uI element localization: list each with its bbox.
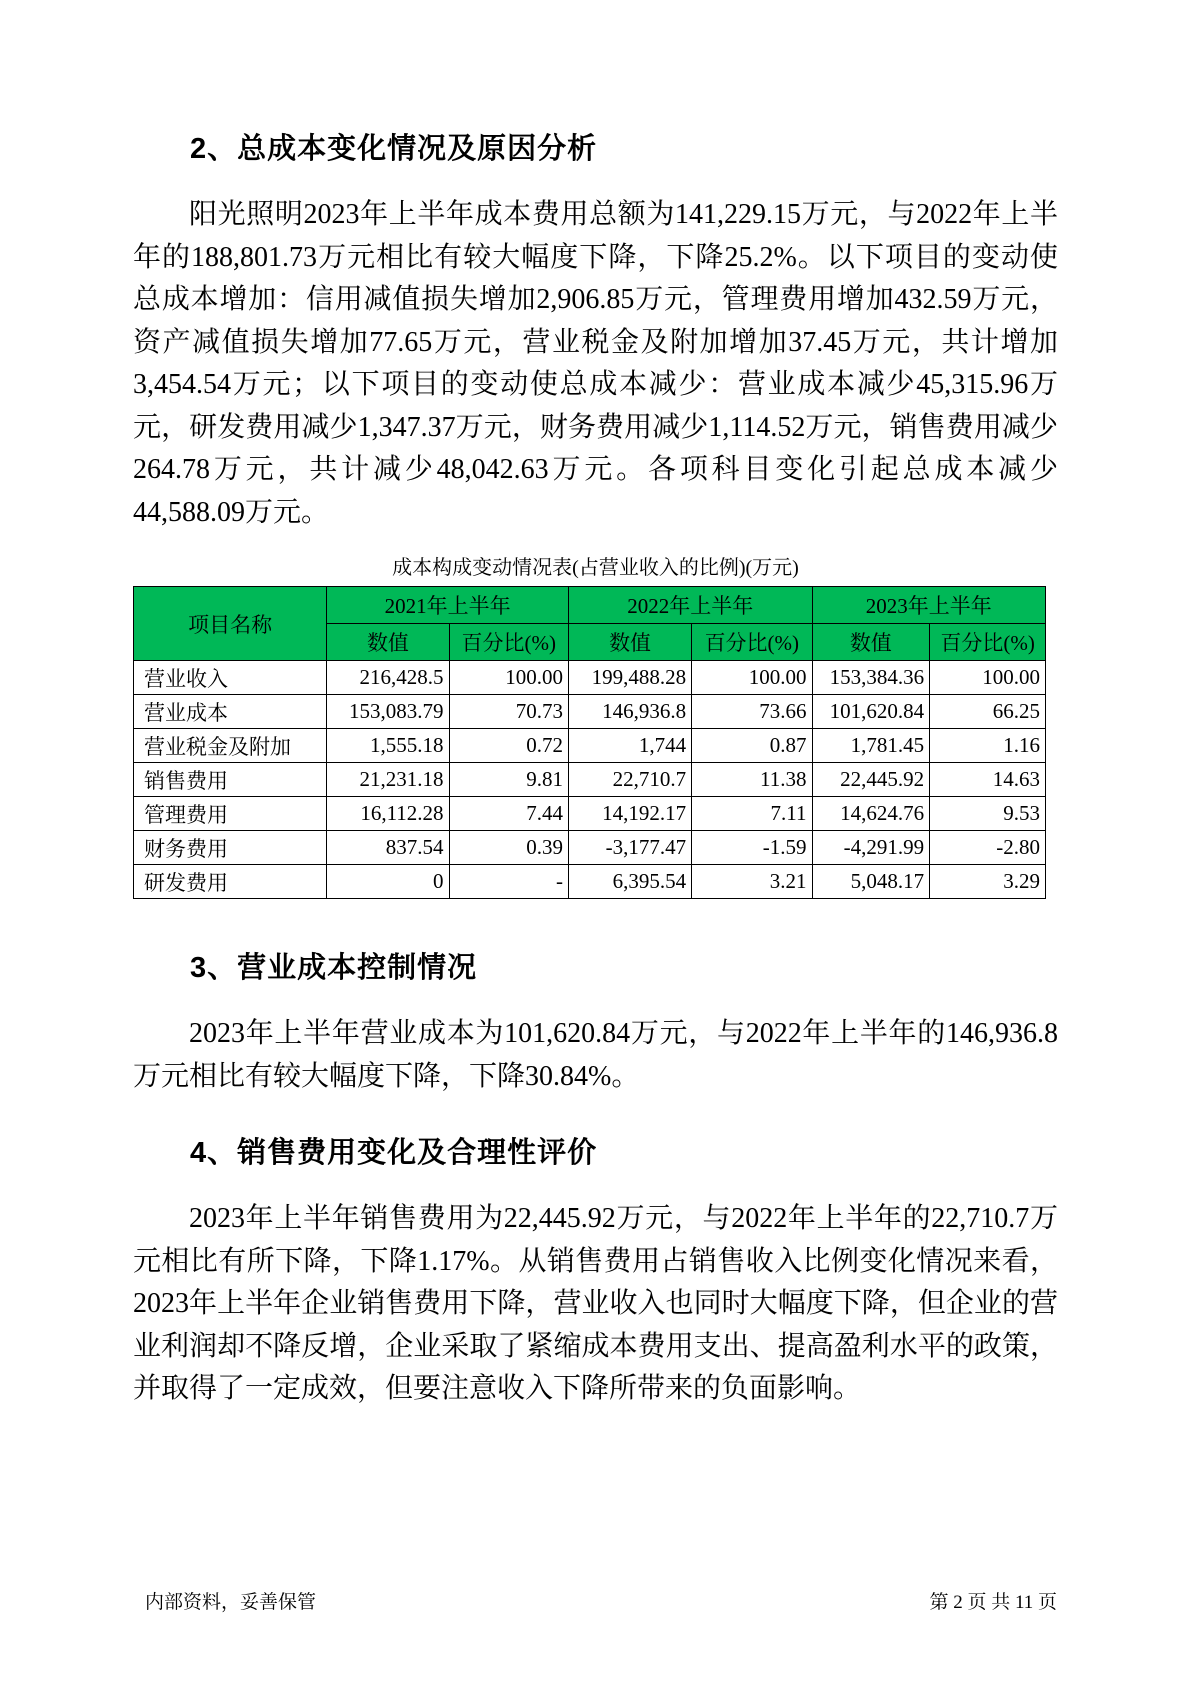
row-label: 管理费用 [134,797,327,831]
section-selling-expense-evaluation [133,1134,1058,1411]
cell-value: 66.25 [930,695,1046,729]
cell-value: 0.72 [449,729,568,763]
cell-value: 9.81 [449,763,568,797]
subheader-value-2023: 数值 [812,624,930,661]
cell-value: 16,112.28 [327,797,449,831]
table-row [134,865,1046,899]
cell-value: 70.73 [449,695,568,729]
row-label: 营业成本 [134,695,327,729]
column-header-2022: 2022年上半年 [569,587,812,624]
cell-value: 837.54 [327,831,449,865]
cell-value: 22,445.92 [812,763,930,797]
table-row [134,797,1046,831]
cell-value: 216,428.5 [327,661,449,695]
cell-value: 14,624.76 [812,797,930,831]
cell-value: 153,083.79 [327,695,449,729]
cell-value: 73.66 [692,695,812,729]
cell-value: 199,488.28 [569,661,692,695]
cell-value: 0.39 [449,831,568,865]
table-row [134,695,1046,729]
cell-value: 100.00 [930,661,1046,695]
cell-value: -3,177.47 [569,831,692,865]
cell-value: 3.29 [930,865,1046,899]
table-title: 成本构成变动情况表(占营业收入的比例)(万元) [392,557,799,579]
table-row [134,729,1046,763]
subheader-percent-2023: 百分比(%) [930,624,1046,661]
column-header-2023: 2023年上半年 [812,587,1046,624]
cell-value: 11.38 [692,763,812,797]
cell-value: 6,395.54 [569,865,692,899]
cell-value: 22,710.7 [569,763,692,797]
column-header-2021: 2021年上半年 [327,587,569,624]
cell-value: 1.16 [930,729,1046,763]
page-footer [145,1590,1057,1616]
table-header [134,587,1046,661]
cell-value: 7.11 [692,797,812,831]
cell-value: 7.44 [449,797,568,831]
table-row [134,763,1046,797]
cell-value: - [449,865,568,899]
table-row [134,661,1046,695]
cell-value: 21,231.18 [327,763,449,797]
cell-value: 1,555.18 [327,729,449,763]
cell-value: 100.00 [449,661,568,695]
cell-value: 5,048.17 [812,865,930,899]
section-total-cost [133,130,1058,534]
section-4-paragraph: 2023年上半年销售费用为22,445.92万元，与2022年上半年的22,710.7万元相比有所下降，下降1.17%。从销售费用占销售收入比例变化情况来看，2023年上半年企业销售费用下降，营业收入也同时大幅度下降，但企业的营业利润却不降反增，企业采取了紧缩成本费用支出、提高盈利水平的政策，并取得了一定成效，但要注意收入下降所带来的负面影响。 [133,1203,1058,1404]
row-label: 营业税金及附加 [134,729,327,763]
cell-value: 14,192.17 [569,797,692,831]
row-label: 研发费用 [134,865,327,899]
cell-value: -4,291.99 [812,831,930,865]
section-2-heading: 2、总成本变化情况及原因分析 [190,133,598,165]
subheader-value-2021: 数值 [327,624,449,661]
column-header-item-name: 项目名称 [134,587,327,661]
cell-value: 153,384.36 [812,661,930,695]
section-3-heading: 3、营业成本控制情况 [190,952,478,984]
row-label: 营业收入 [134,661,327,695]
section-3-paragraph: 2023年上半年营业成本为101,620.84万元，与2022年上半年的146,936.8万元相比有较大幅度下降，下降30.84%。 [133,1018,1058,1092]
subheader-value-2022: 数值 [569,624,692,661]
row-label: 销售费用 [134,763,327,797]
cell-value: 0.87 [692,729,812,763]
cell-value: -1.59 [692,831,812,865]
cell-value: 9.53 [930,797,1046,831]
cell-value: 101,620.84 [812,695,930,729]
cell-value: 100.00 [692,661,812,695]
footer-confidential-note: 内部资料，妥善保管 [145,1592,317,1613]
cell-value: 146,936.8 [569,695,692,729]
table-header-row-years [134,587,1046,624]
table-body [134,661,1046,899]
section-operating-cost-control [133,949,1058,1098]
cell-value: 0 [327,865,449,899]
cell-value: 14.63 [930,763,1046,797]
cell-value: 1,744 [569,729,692,763]
subheader-percent-2022: 百分比(%) [692,624,812,661]
section-4-heading: 4、销售费用变化及合理性评价 [190,1137,598,1169]
cell-value: -2.80 [930,831,1046,865]
row-label: 财务费用 [134,831,327,865]
subheader-percent-2021: 百分比(%) [449,624,568,661]
section-2-paragraph: 阳光照明2023年上半年成本费用总额为141,229.15万元，与2022年上半年的188,801.73万元相比有较大幅度下降，下降25.2%。以下项目的变动使总成本增加：信用减值损失增加2,906.85万元，管理费用增加432.59万元，资产减值损失增加77.65万元，营业税金及附加增加37.45万元，共计增加3,454.54万元；以下项目的变动使总成本减少：营业成本减少45,315.96万元，研发费用减少1,347.37万元，财务费用减少1,114.52万元，销售费用减少264.78万元，共计减少48,042.63万元。各项科目变化引起总成本减少44,588.09万元。 [133,199,1058,528]
footer-page-number: 第 2 页 共 11 页 [929,1592,1057,1613]
cell-value: 3.21 [692,865,812,899]
cost-structure-table [133,586,1046,899]
cell-value: 1,781.45 [812,729,930,763]
table-row [134,831,1046,865]
